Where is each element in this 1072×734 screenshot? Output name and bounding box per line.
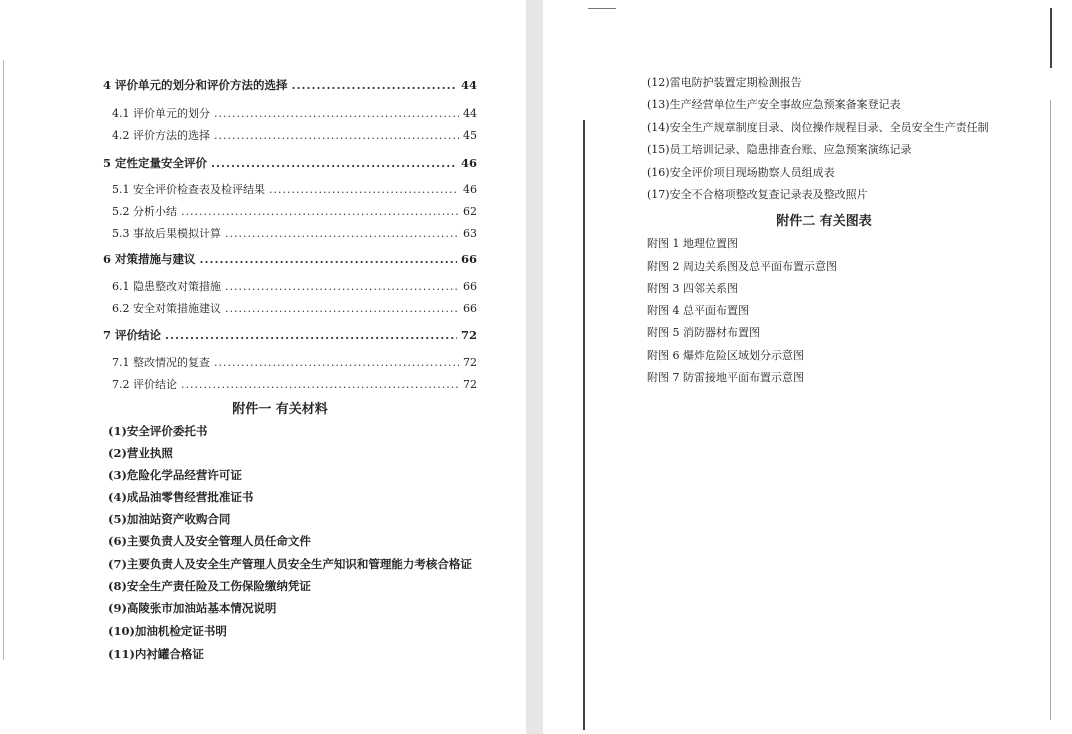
attachment-item: (12)雷电防护装置定期检测报告: [647, 76, 802, 89]
toc-entry: [112, 105, 477, 121]
toc-label: 5.1 安全评价检查表及检评结果: [112, 183, 265, 196]
attachment-item: (16)安全评价项目现场勘察人员组成表: [647, 166, 835, 179]
left-page: [0, 0, 526, 734]
toc-entry: [103, 251, 477, 267]
toc-page-number: 72: [463, 378, 477, 391]
toc-label: 5.3 事故后果模拟计算: [112, 227, 221, 240]
toc-page-number: 46: [460, 156, 477, 170]
figure-item: 附图 2 周边关系图及总平面布置示意图: [647, 260, 837, 273]
toc-page-number: 44: [460, 78, 477, 92]
toc-page-number: 66: [463, 280, 477, 293]
toc-leader-dots: [181, 378, 459, 391]
toc-label: 6 对策措施与建议: [103, 252, 196, 266]
attachment-1-heading: 附件一 有关材料: [232, 402, 328, 417]
attachment-item: (6)主要负责人及安全管理人员任命文件: [108, 534, 311, 548]
toc-entry: [103, 155, 477, 171]
toc-entry: [112, 225, 477, 241]
scan-edge-line: [588, 8, 616, 9]
attachment-item: (7)主要负责人及安全生产管理人员安全生产知识和管理能力考核合格证: [108, 557, 472, 571]
attachment-item: (11)内衬罐合格证: [108, 647, 204, 661]
toc-page-number: 63: [463, 227, 477, 240]
figure-item: 附图 3 四邻关系图: [647, 282, 738, 295]
toc-page-number: 62: [463, 205, 477, 218]
toc-leader-dots: [225, 280, 459, 293]
toc-page-number: 46: [463, 183, 477, 196]
toc-label: 7.2 评价结论: [112, 378, 177, 391]
scan-edge-line: [1050, 100, 1051, 720]
attachment-item: (2)营业执照: [108, 446, 173, 460]
toc-leader-dots: [165, 328, 457, 342]
scan-edge-line: [1050, 8, 1052, 68]
figure-item: 附图 1 地理位置图: [647, 237, 738, 250]
toc-label: 4.2 评价方法的选择: [112, 129, 210, 142]
attachment-item: (17)安全不合格项整改复查记录表及整改照片: [647, 188, 868, 201]
attachment-2-heading: 附件二 有关图表: [776, 214, 872, 229]
toc-label: 4 评价单元的划分和评价方法的选择: [103, 78, 288, 92]
scan-edge-line: [583, 120, 585, 730]
toc-page-number: 66: [463, 302, 477, 315]
toc-entry: [112, 354, 477, 370]
toc-leader-dots: [214, 107, 459, 120]
attachment-item: (4)成品油零售经营批准证书: [108, 490, 254, 504]
toc-leader-dots: [225, 302, 459, 315]
toc-label: 6.1 隐患整改对策措施: [112, 280, 221, 293]
toc-page-number: 45: [463, 129, 477, 142]
toc-leader-dots: [269, 183, 459, 196]
attachment-item: (14)安全生产规章制度目录、岗位操作规程目录、全员安全生产责任制: [647, 121, 989, 134]
toc-entry: [112, 278, 477, 294]
toc-page-number: 72: [460, 328, 477, 342]
attachment-item: (8)安全生产责任险及工伤保险缴纳凭证: [108, 579, 311, 593]
attachment-item: (15)员工培训记录、隐患排查台账、应急预案演练记录: [647, 143, 912, 156]
attachment-item: (1)安全评价委托书: [108, 424, 208, 438]
attachment-item: (5)加油站资产收购合同: [108, 512, 231, 526]
figure-item: 附图 5 消防器材布置图: [647, 326, 760, 339]
toc-leader-dots: [200, 252, 457, 266]
toc-entry: [112, 181, 477, 197]
toc-page-number: 72: [463, 356, 477, 369]
toc-entry: [112, 127, 477, 143]
toc-leader-dots: [181, 205, 459, 218]
toc-entry: [112, 376, 477, 392]
toc-leader-dots: [211, 156, 457, 170]
toc-page-number: 66: [460, 252, 477, 266]
figure-item: 附图 7 防雷接地平面布置示意图: [647, 371, 804, 384]
toc-entry: [112, 203, 477, 219]
attachment-item: (10)加油机检定证书明: [108, 624, 227, 638]
attachment-item: (9)高陵张市加油站基本情况说明: [108, 601, 277, 615]
right-page: [543, 0, 1072, 734]
toc-leader-dots: [214, 356, 459, 369]
toc-label: 7.1 整改情况的复查: [112, 356, 210, 369]
figure-item: 附图 4 总平面布置图: [647, 304, 749, 317]
scan-edge-line: [3, 60, 4, 660]
toc-label: 6.2 安全对策措施建议: [112, 302, 221, 315]
toc-label: 5.2 分析小结: [112, 205, 177, 218]
toc-entry: [103, 327, 477, 343]
figure-item: 附图 6 爆炸危险区域划分示意图: [647, 349, 804, 362]
toc-entry: [103, 77, 477, 93]
toc-leader-dots: [292, 78, 457, 92]
toc-page-number: 44: [463, 107, 477, 120]
toc-leader-dots: [214, 129, 459, 142]
toc-label: 5 定性定量安全评价: [103, 156, 208, 170]
toc-entry: [112, 300, 477, 316]
toc-label: 4.1 评价单元的划分: [112, 107, 210, 120]
attachment-item: (3)危险化学品经营许可证: [108, 468, 242, 482]
attachment-item: (13)生产经营单位生产安全事故应急预案备案登记表: [647, 98, 901, 111]
toc-leader-dots: [225, 227, 459, 240]
toc-label: 7 评价结论: [103, 328, 162, 342]
